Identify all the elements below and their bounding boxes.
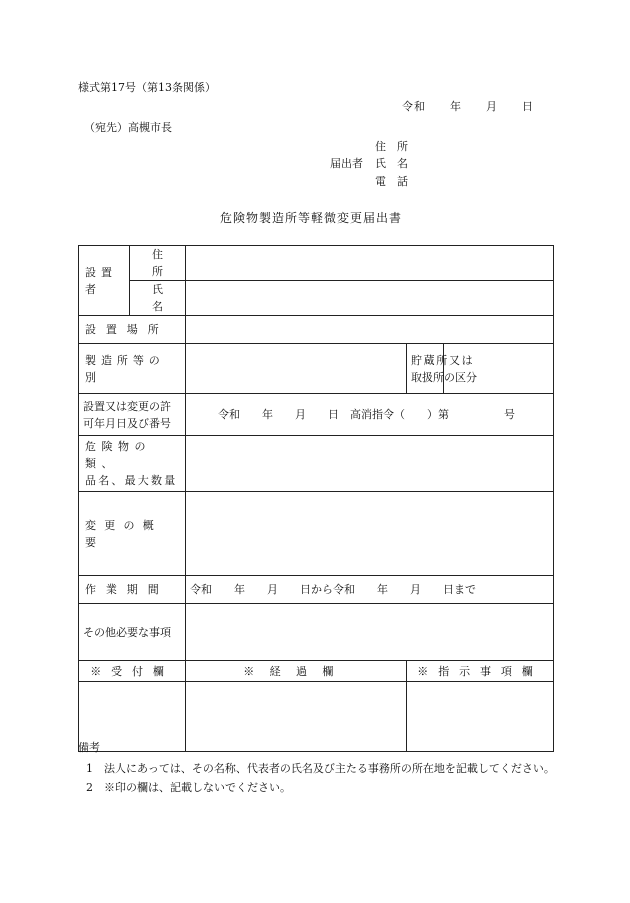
notifier-name-label: 氏 名 [375, 157, 408, 170]
permit-label-line2: 可年月日及び番号 [83, 416, 171, 430]
form-number: 様式第17号（第13条関係） [78, 81, 216, 94]
notifier-address-label: 住 所 [375, 140, 408, 153]
reception-label: ※受付欄 [79, 661, 186, 682]
work-period-value[interactable]: 令和 年 月 日から令和 年 月 日まで [186, 576, 554, 604]
facility-type-label: 製造所等の別 [79, 344, 186, 394]
notes-heading: 備考 [78, 741, 100, 754]
installer-label: 設置者 [79, 246, 130, 316]
notes-list [86, 760, 556, 796]
document-title: 危険物製造所等軽微変更届出書 [220, 211, 403, 225]
installer-name-field[interactable] [186, 281, 554, 316]
note-text: ※印の欄は、記載しないでください。 [104, 781, 291, 794]
installer-name-label: 氏 名 [130, 281, 186, 316]
other-label: その他必要な事項 [79, 604, 186, 661]
change-summary-field[interactable] [186, 492, 554, 576]
instructions-field [407, 682, 554, 752]
note-item [86, 779, 556, 796]
notification-table [78, 245, 554, 752]
change-summary-label: 変更の概要 [79, 492, 186, 576]
recipient: （宛先）高槻市長 [84, 121, 172, 134]
location-field[interactable] [186, 316, 554, 344]
hazmat-field[interactable] [186, 436, 554, 492]
permit-label [79, 394, 186, 436]
storage-class-field[interactable] [444, 344, 554, 394]
installer-address-field[interactable] [186, 246, 554, 281]
installer-address-label: 住 所 [130, 246, 186, 281]
facility-type-field[interactable] [186, 344, 407, 394]
instructions-label: ※指示事項欄 [407, 661, 554, 682]
notifier-group-label: 届出者 [330, 157, 363, 170]
hazmat-label-line2: 品名、最大数量 [85, 474, 178, 488]
progress-field [186, 682, 407, 752]
storage-class-label-line1: 貯蔵所又は [411, 353, 475, 367]
hazmat-label [79, 436, 186, 492]
storage-class-label-line2: 取扱所の区分 [411, 370, 477, 384]
other-field[interactable] [186, 604, 554, 661]
note-item [86, 760, 556, 777]
notifier-phone-label: 電 話 [375, 175, 408, 188]
permit-value[interactable]: 令和 年 月 日 高消指令（ ）第 号 [186, 394, 554, 436]
progress-label: ※経過欄 [186, 661, 407, 682]
hazmat-label-line1: 危険物の類、 [85, 440, 151, 471]
work-period-label: 作業期間 [79, 576, 186, 604]
date-line: 令和 年 月 日 [402, 100, 534, 113]
storage-class-label [407, 344, 477, 394]
note-text: 法人にあっては、その名称、代表者の氏名及び主たる事務所の所在地を記載してください。 [104, 762, 555, 775]
location-label: 設置場所 [79, 316, 186, 344]
note-number: 1 [86, 762, 93, 775]
note-number: 2 [86, 781, 93, 794]
permit-label-line1: 設置又は変更の許 [83, 399, 171, 413]
